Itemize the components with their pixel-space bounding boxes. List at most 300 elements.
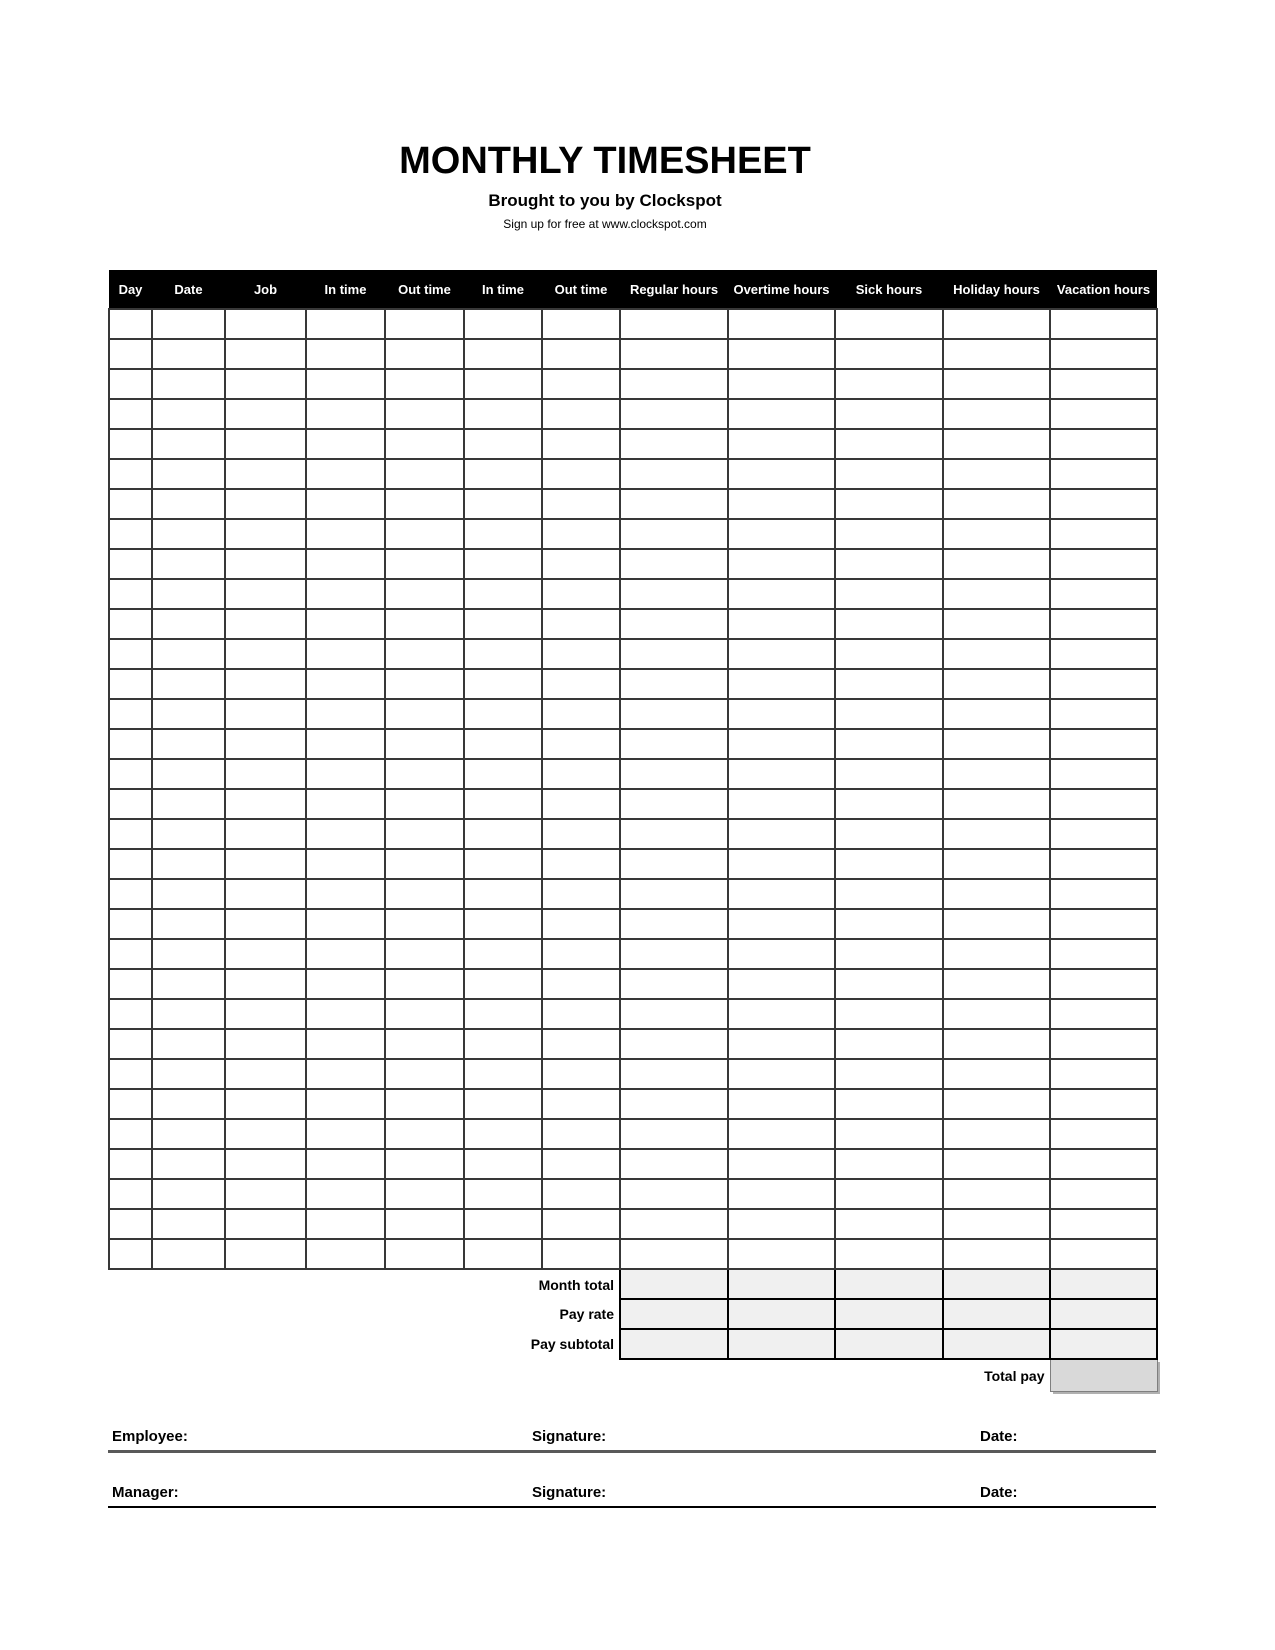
timesheet-cell-out-time[interactable] [542, 729, 620, 759]
timesheet-cell-vacation-hours[interactable] [1050, 609, 1157, 639]
timesheet-cell-overtime-hours[interactable] [728, 1209, 835, 1239]
timesheet-cell-job[interactable] [225, 1119, 306, 1149]
timesheet-cell-date[interactable] [152, 819, 225, 849]
timesheet-cell-out-time[interactable] [385, 999, 464, 1029]
timesheet-cell-regular-hours[interactable] [620, 1029, 728, 1059]
timesheet-cell-day[interactable] [109, 909, 152, 939]
timesheet-cell-sick-hours[interactable] [835, 1239, 943, 1269]
timesheet-cell-out-time[interactable] [385, 609, 464, 639]
timesheet-cell-out-time[interactable] [385, 429, 464, 459]
pay-subtotal-cell-sick-hours[interactable] [835, 1329, 943, 1359]
timesheet-cell-out-time[interactable] [385, 1059, 464, 1089]
timesheet-cell-date[interactable] [152, 1119, 225, 1149]
timesheet-cell-day[interactable] [109, 549, 152, 579]
timesheet-cell-overtime-hours[interactable] [728, 459, 835, 489]
timesheet-cell-date[interactable] [152, 579, 225, 609]
timesheet-cell-in-time[interactable] [464, 699, 542, 729]
timesheet-cell-vacation-hours[interactable] [1050, 309, 1157, 339]
timesheet-cell-holiday-hours[interactable] [943, 699, 1050, 729]
timesheet-cell-regular-hours[interactable] [620, 609, 728, 639]
timesheet-cell-regular-hours[interactable] [620, 579, 728, 609]
timesheet-cell-regular-hours[interactable] [620, 1179, 728, 1209]
timesheet-cell-vacation-hours[interactable] [1050, 519, 1157, 549]
timesheet-cell-vacation-hours[interactable] [1050, 939, 1157, 969]
timesheet-cell-regular-hours[interactable] [620, 399, 728, 429]
timesheet-cell-holiday-hours[interactable] [943, 339, 1050, 369]
timesheet-cell-regular-hours[interactable] [620, 1059, 728, 1089]
timesheet-cell-in-time[interactable] [306, 309, 385, 339]
timesheet-cell-date[interactable] [152, 1029, 225, 1059]
timesheet-cell-out-time[interactable] [385, 849, 464, 879]
timesheet-cell-in-time[interactable] [306, 399, 385, 429]
timesheet-cell-overtime-hours[interactable] [728, 699, 835, 729]
pay-subtotal-cell-regular-hours[interactable] [620, 1329, 728, 1359]
timesheet-cell-in-time[interactable] [464, 1179, 542, 1209]
timesheet-cell-sick-hours[interactable] [835, 1089, 943, 1119]
timesheet-cell-date[interactable] [152, 729, 225, 759]
month-total-cell-sick-hours[interactable] [835, 1269, 943, 1299]
timesheet-cell-overtime-hours[interactable] [728, 939, 835, 969]
timesheet-cell-in-time[interactable] [306, 879, 385, 909]
timesheet-cell-out-time[interactable] [385, 909, 464, 939]
timesheet-cell-job[interactable] [225, 609, 306, 639]
timesheet-cell-overtime-hours[interactable] [728, 1059, 835, 1089]
timesheet-cell-overtime-hours[interactable] [728, 369, 835, 399]
timesheet-cell-job[interactable] [225, 699, 306, 729]
timesheet-cell-holiday-hours[interactable] [943, 909, 1050, 939]
timesheet-cell-out-time[interactable] [385, 1149, 464, 1179]
timesheet-cell-regular-hours[interactable] [620, 729, 728, 759]
timesheet-cell-date[interactable] [152, 519, 225, 549]
timesheet-cell-job[interactable] [225, 819, 306, 849]
timesheet-cell-overtime-hours[interactable] [728, 579, 835, 609]
manager-signature-field[interactable] [628, 1482, 958, 1506]
timesheet-cell-overtime-hours[interactable] [728, 1029, 835, 1059]
timesheet-cell-overtime-hours[interactable] [728, 909, 835, 939]
timesheet-cell-in-time[interactable] [464, 1059, 542, 1089]
pay-rate-cell-regular-hours[interactable] [620, 1299, 728, 1329]
timesheet-cell-sick-hours[interactable] [835, 1119, 943, 1149]
timesheet-cell-sick-hours[interactable] [835, 909, 943, 939]
timesheet-cell-out-time[interactable] [385, 639, 464, 669]
timesheet-cell-in-time[interactable] [464, 549, 542, 579]
timesheet-cell-day[interactable] [109, 339, 152, 369]
timesheet-cell-out-time[interactable] [542, 1149, 620, 1179]
timesheet-cell-holiday-hours[interactable] [943, 939, 1050, 969]
timesheet-cell-date[interactable] [152, 939, 225, 969]
timesheet-cell-vacation-hours[interactable] [1050, 459, 1157, 489]
timesheet-cell-in-time[interactable] [464, 759, 542, 789]
timesheet-cell-job[interactable] [225, 519, 306, 549]
timesheet-cell-vacation-hours[interactable] [1050, 1149, 1157, 1179]
timesheet-cell-in-time[interactable] [306, 489, 385, 519]
timesheet-cell-day[interactable] [109, 459, 152, 489]
timesheet-cell-vacation-hours[interactable] [1050, 729, 1157, 759]
timesheet-cell-in-time[interactable] [306, 1239, 385, 1269]
timesheet-cell-overtime-hours[interactable] [728, 519, 835, 549]
timesheet-cell-regular-hours[interactable] [620, 879, 728, 909]
timesheet-cell-job[interactable] [225, 549, 306, 579]
timesheet-cell-date[interactable] [152, 609, 225, 639]
timesheet-cell-out-time[interactable] [542, 339, 620, 369]
timesheet-cell-sick-hours[interactable] [835, 1209, 943, 1239]
timesheet-cell-out-time[interactable] [385, 579, 464, 609]
timesheet-cell-vacation-hours[interactable] [1050, 399, 1157, 429]
timesheet-cell-holiday-hours[interactable] [943, 519, 1050, 549]
timesheet-cell-holiday-hours[interactable] [943, 549, 1050, 579]
timesheet-cell-in-time[interactable] [464, 459, 542, 489]
timesheet-cell-job[interactable] [225, 489, 306, 519]
timesheet-cell-in-time[interactable] [306, 849, 385, 879]
timesheet-cell-sick-hours[interactable] [835, 1179, 943, 1209]
timesheet-cell-out-time[interactable] [542, 1029, 620, 1059]
timesheet-cell-vacation-hours[interactable] [1050, 1239, 1157, 1269]
timesheet-cell-job[interactable] [225, 759, 306, 789]
timesheet-cell-vacation-hours[interactable] [1050, 699, 1157, 729]
timesheet-cell-out-time[interactable] [385, 1089, 464, 1119]
timesheet-cell-regular-hours[interactable] [620, 969, 728, 999]
timesheet-cell-vacation-hours[interactable] [1050, 579, 1157, 609]
timesheet-cell-in-time[interactable] [464, 999, 542, 1029]
timesheet-cell-out-time[interactable] [542, 909, 620, 939]
timesheet-cell-job[interactable] [225, 339, 306, 369]
timesheet-cell-in-time[interactable] [306, 429, 385, 459]
timesheet-cell-out-time[interactable] [542, 789, 620, 819]
timesheet-cell-out-time[interactable] [542, 609, 620, 639]
timesheet-cell-in-time[interactable] [464, 879, 542, 909]
timesheet-cell-overtime-hours[interactable] [728, 759, 835, 789]
timesheet-cell-out-time[interactable] [385, 879, 464, 909]
timesheet-cell-day[interactable] [109, 1209, 152, 1239]
timesheet-cell-regular-hours[interactable] [620, 429, 728, 459]
timesheet-cell-sick-hours[interactable] [835, 999, 943, 1029]
timesheet-cell-holiday-hours[interactable] [943, 1179, 1050, 1209]
timesheet-cell-out-time[interactable] [385, 399, 464, 429]
timesheet-cell-in-time[interactable] [464, 1029, 542, 1059]
timesheet-cell-in-time[interactable] [306, 969, 385, 999]
timesheet-cell-vacation-hours[interactable] [1050, 1029, 1157, 1059]
timesheet-cell-out-time[interactable] [542, 1089, 620, 1119]
timesheet-cell-regular-hours[interactable] [620, 1209, 728, 1239]
timesheet-cell-in-time[interactable] [464, 519, 542, 549]
timesheet-cell-in-time[interactable] [306, 579, 385, 609]
timesheet-cell-job[interactable] [225, 309, 306, 339]
timesheet-cell-holiday-hours[interactable] [943, 789, 1050, 819]
timesheet-cell-overtime-hours[interactable] [728, 669, 835, 699]
timesheet-cell-sick-hours[interactable] [835, 939, 943, 969]
timesheet-cell-sick-hours[interactable] [835, 699, 943, 729]
timesheet-cell-holiday-hours[interactable] [943, 429, 1050, 459]
pay-subtotal-cell-holiday-hours[interactable] [943, 1329, 1050, 1359]
timesheet-cell-day[interactable] [109, 969, 152, 999]
timesheet-cell-out-time[interactable] [542, 969, 620, 999]
timesheet-cell-in-time[interactable] [306, 639, 385, 669]
timesheet-cell-date[interactable] [152, 399, 225, 429]
timesheet-cell-out-time[interactable] [385, 699, 464, 729]
timesheet-cell-out-time[interactable] [385, 969, 464, 999]
timesheet-cell-regular-hours[interactable] [620, 819, 728, 849]
timesheet-cell-holiday-hours[interactable] [943, 399, 1050, 429]
timesheet-cell-day[interactable] [109, 639, 152, 669]
timesheet-cell-date[interactable] [152, 999, 225, 1029]
timesheet-cell-in-time[interactable] [306, 759, 385, 789]
timesheet-cell-holiday-hours[interactable] [943, 489, 1050, 519]
timesheet-cell-overtime-hours[interactable] [728, 399, 835, 429]
timesheet-cell-out-time[interactable] [542, 669, 620, 699]
timesheet-cell-job[interactable] [225, 669, 306, 699]
timesheet-cell-job[interactable] [225, 879, 306, 909]
employee-name-field[interactable] [203, 1426, 513, 1450]
timesheet-cell-date[interactable] [152, 909, 225, 939]
employee-signature-field[interactable] [628, 1426, 958, 1450]
timesheet-cell-in-time[interactable] [464, 639, 542, 669]
timesheet-cell-in-time[interactable] [306, 939, 385, 969]
timesheet-cell-date[interactable] [152, 1239, 225, 1269]
timesheet-cell-out-time[interactable] [542, 579, 620, 609]
timesheet-cell-in-time[interactable] [306, 819, 385, 849]
timesheet-cell-in-time[interactable] [464, 819, 542, 849]
timesheet-cell-in-time[interactable] [464, 969, 542, 999]
timesheet-cell-out-time[interactable] [385, 549, 464, 579]
timesheet-cell-job[interactable] [225, 729, 306, 759]
timesheet-cell-in-time[interactable] [306, 459, 385, 489]
timesheet-cell-holiday-hours[interactable] [943, 639, 1050, 669]
timesheet-cell-date[interactable] [152, 1209, 225, 1239]
timesheet-cell-vacation-hours[interactable] [1050, 669, 1157, 699]
timesheet-cell-day[interactable] [109, 399, 152, 429]
timesheet-cell-day[interactable] [109, 999, 152, 1029]
employee-date-field[interactable] [1038, 1426, 1156, 1450]
timesheet-cell-holiday-hours[interactable] [943, 1119, 1050, 1149]
timesheet-cell-job[interactable] [225, 1209, 306, 1239]
timesheet-cell-job[interactable] [225, 909, 306, 939]
timesheet-cell-out-time[interactable] [542, 309, 620, 339]
timesheet-cell-vacation-hours[interactable] [1050, 999, 1157, 1029]
timesheet-cell-day[interactable] [109, 1059, 152, 1089]
timesheet-cell-overtime-hours[interactable] [728, 969, 835, 999]
timesheet-cell-job[interactable] [225, 1089, 306, 1119]
timesheet-cell-date[interactable] [152, 309, 225, 339]
timesheet-cell-holiday-hours[interactable] [943, 1209, 1050, 1239]
timesheet-cell-holiday-hours[interactable] [943, 1239, 1050, 1269]
timesheet-cell-regular-hours[interactable] [620, 1239, 728, 1269]
manager-name-field[interactable] [203, 1482, 513, 1506]
timesheet-cell-date[interactable] [152, 849, 225, 879]
timesheet-cell-in-time[interactable] [306, 339, 385, 369]
month-total-cell-overtime-hours[interactable] [728, 1269, 835, 1299]
timesheet-cell-out-time[interactable] [542, 459, 620, 489]
timesheet-cell-out-time[interactable] [542, 879, 620, 909]
timesheet-cell-sick-hours[interactable] [835, 609, 943, 639]
timesheet-cell-day[interactable] [109, 789, 152, 819]
timesheet-cell-in-time[interactable] [464, 489, 542, 519]
timesheet-cell-overtime-hours[interactable] [728, 789, 835, 819]
timesheet-cell-holiday-hours[interactable] [943, 609, 1050, 639]
timesheet-cell-day[interactable] [109, 699, 152, 729]
timesheet-cell-holiday-hours[interactable] [943, 729, 1050, 759]
timesheet-cell-job[interactable] [225, 429, 306, 459]
month-total-cell-vacation-hours[interactable] [1050, 1269, 1157, 1299]
timesheet-cell-out-time[interactable] [542, 1239, 620, 1269]
timesheet-cell-holiday-hours[interactable] [943, 579, 1050, 609]
timesheet-cell-date[interactable] [152, 669, 225, 699]
timesheet-cell-overtime-hours[interactable] [728, 1149, 835, 1179]
timesheet-cell-regular-hours[interactable] [620, 1119, 728, 1149]
timesheet-cell-in-time[interactable] [464, 429, 542, 459]
timesheet-cell-regular-hours[interactable] [620, 639, 728, 669]
timesheet-cell-out-time[interactable] [385, 489, 464, 519]
timesheet-cell-sick-hours[interactable] [835, 789, 943, 819]
timesheet-cell-out-time[interactable] [542, 519, 620, 549]
timesheet-cell-in-time[interactable] [306, 609, 385, 639]
timesheet-cell-out-time[interactable] [542, 1059, 620, 1089]
timesheet-cell-in-time[interactable] [306, 549, 385, 579]
timesheet-cell-in-time[interactable] [464, 789, 542, 819]
timesheet-cell-out-time[interactable] [542, 549, 620, 579]
timesheet-cell-job[interactable] [225, 1149, 306, 1179]
timesheet-cell-day[interactable] [109, 879, 152, 909]
timesheet-cell-in-time[interactable] [464, 909, 542, 939]
timesheet-cell-regular-hours[interactable] [620, 759, 728, 789]
timesheet-cell-regular-hours[interactable] [620, 489, 728, 519]
timesheet-cell-date[interactable] [152, 879, 225, 909]
timesheet-cell-day[interactable] [109, 1119, 152, 1149]
timesheet-cell-sick-hours[interactable] [835, 579, 943, 609]
timesheet-cell-vacation-hours[interactable] [1050, 849, 1157, 879]
timesheet-cell-job[interactable] [225, 1029, 306, 1059]
timesheet-cell-regular-hours[interactable] [620, 1149, 728, 1179]
timesheet-cell-out-time[interactable] [542, 639, 620, 669]
timesheet-cell-in-time[interactable] [306, 369, 385, 399]
timesheet-cell-day[interactable] [109, 309, 152, 339]
timesheet-cell-vacation-hours[interactable] [1050, 759, 1157, 789]
timesheet-cell-vacation-hours[interactable] [1050, 429, 1157, 459]
timesheet-cell-out-time[interactable] [385, 519, 464, 549]
timesheet-cell-regular-hours[interactable] [620, 309, 728, 339]
timesheet-cell-sick-hours[interactable] [835, 429, 943, 459]
timesheet-cell-date[interactable] [152, 759, 225, 789]
timesheet-cell-date[interactable] [152, 1149, 225, 1179]
timesheet-cell-sick-hours[interactable] [835, 489, 943, 519]
timesheet-cell-in-time[interactable] [464, 609, 542, 639]
timesheet-cell-out-time[interactable] [385, 309, 464, 339]
timesheet-cell-in-time[interactable] [306, 669, 385, 699]
pay-rate-cell-sick-hours[interactable] [835, 1299, 943, 1329]
timesheet-cell-overtime-hours[interactable] [728, 729, 835, 759]
timesheet-cell-day[interactable] [109, 489, 152, 519]
timesheet-cell-out-time[interactable] [542, 1179, 620, 1209]
timesheet-cell-in-time[interactable] [306, 519, 385, 549]
timesheet-cell-holiday-hours[interactable] [943, 1059, 1050, 1089]
timesheet-cell-holiday-hours[interactable] [943, 1149, 1050, 1179]
timesheet-cell-sick-hours[interactable] [835, 669, 943, 699]
timesheet-cell-out-time[interactable] [542, 699, 620, 729]
timesheet-cell-regular-hours[interactable] [620, 339, 728, 369]
timesheet-cell-sick-hours[interactable] [835, 759, 943, 789]
timesheet-cell-vacation-hours[interactable] [1050, 549, 1157, 579]
timesheet-cell-sick-hours[interactable] [835, 549, 943, 579]
timesheet-cell-day[interactable] [109, 1149, 152, 1179]
timesheet-cell-in-time[interactable] [306, 1209, 385, 1239]
timesheet-cell-in-time[interactable] [464, 1149, 542, 1179]
timesheet-cell-vacation-hours[interactable] [1050, 1059, 1157, 1089]
timesheet-cell-job[interactable] [225, 969, 306, 999]
timesheet-cell-date[interactable] [152, 789, 225, 819]
timesheet-cell-sick-hours[interactable] [835, 969, 943, 999]
timesheet-cell-out-time[interactable] [542, 759, 620, 789]
timesheet-cell-job[interactable] [225, 579, 306, 609]
timesheet-cell-holiday-hours[interactable] [943, 669, 1050, 699]
timesheet-cell-out-time[interactable] [385, 1239, 464, 1269]
timesheet-cell-vacation-hours[interactable] [1050, 909, 1157, 939]
timesheet-cell-out-time[interactable] [542, 999, 620, 1029]
timesheet-cell-overtime-hours[interactable] [728, 999, 835, 1029]
timesheet-cell-job[interactable] [225, 459, 306, 489]
timesheet-cell-out-time[interactable] [385, 939, 464, 969]
timesheet-cell-out-time[interactable] [542, 399, 620, 429]
timesheet-cell-overtime-hours[interactable] [728, 429, 835, 459]
timesheet-cell-in-time[interactable] [464, 309, 542, 339]
timesheet-cell-regular-hours[interactable] [620, 699, 728, 729]
timesheet-cell-overtime-hours[interactable] [728, 849, 835, 879]
timesheet-cell-in-time[interactable] [464, 939, 542, 969]
timesheet-cell-holiday-hours[interactable] [943, 369, 1050, 399]
timesheet-cell-in-time[interactable] [464, 669, 542, 699]
timesheet-cell-day[interactable] [109, 1179, 152, 1209]
timesheet-cell-job[interactable] [225, 1059, 306, 1089]
timesheet-cell-overtime-hours[interactable] [728, 879, 835, 909]
timesheet-cell-overtime-hours[interactable] [728, 819, 835, 849]
timesheet-cell-sick-hours[interactable] [835, 399, 943, 429]
timesheet-cell-in-time[interactable] [464, 339, 542, 369]
timesheet-cell-out-time[interactable] [385, 459, 464, 489]
timesheet-cell-holiday-hours[interactable] [943, 819, 1050, 849]
timesheet-cell-sick-hours[interactable] [835, 1029, 943, 1059]
timesheet-cell-regular-hours[interactable] [620, 909, 728, 939]
timesheet-cell-date[interactable] [152, 1179, 225, 1209]
timesheet-cell-vacation-hours[interactable] [1050, 969, 1157, 999]
timesheet-cell-vacation-hours[interactable] [1050, 879, 1157, 909]
timesheet-cell-regular-hours[interactable] [620, 849, 728, 879]
timesheet-cell-sick-hours[interactable] [835, 519, 943, 549]
timesheet-cell-regular-hours[interactable] [620, 369, 728, 399]
timesheet-cell-regular-hours[interactable] [620, 459, 728, 489]
timesheet-cell-date[interactable] [152, 699, 225, 729]
timesheet-cell-job[interactable] [225, 1179, 306, 1209]
timesheet-cell-day[interactable] [109, 369, 152, 399]
timesheet-cell-sick-hours[interactable] [835, 309, 943, 339]
timesheet-cell-vacation-hours[interactable] [1050, 1089, 1157, 1119]
timesheet-cell-overtime-hours[interactable] [728, 489, 835, 519]
timesheet-cell-sick-hours[interactable] [835, 639, 943, 669]
timesheet-cell-overtime-hours[interactable] [728, 339, 835, 369]
timesheet-cell-overtime-hours[interactable] [728, 1119, 835, 1149]
timesheet-cell-in-time[interactable] [306, 1089, 385, 1119]
timesheet-cell-holiday-hours[interactable] [943, 999, 1050, 1029]
timesheet-cell-job[interactable] [225, 939, 306, 969]
timesheet-cell-out-time[interactable] [385, 669, 464, 699]
timesheet-cell-in-time[interactable] [464, 369, 542, 399]
timesheet-cell-vacation-hours[interactable] [1050, 1209, 1157, 1239]
timesheet-cell-holiday-hours[interactable] [943, 1089, 1050, 1119]
timesheet-cell-out-time[interactable] [542, 1119, 620, 1149]
timesheet-cell-sick-hours[interactable] [835, 339, 943, 369]
timesheet-cell-regular-hours[interactable] [620, 939, 728, 969]
timesheet-cell-job[interactable] [225, 999, 306, 1029]
pay-subtotal-cell-overtime-hours[interactable] [728, 1329, 835, 1359]
timesheet-cell-day[interactable] [109, 669, 152, 699]
timesheet-cell-out-time[interactable] [542, 429, 620, 459]
